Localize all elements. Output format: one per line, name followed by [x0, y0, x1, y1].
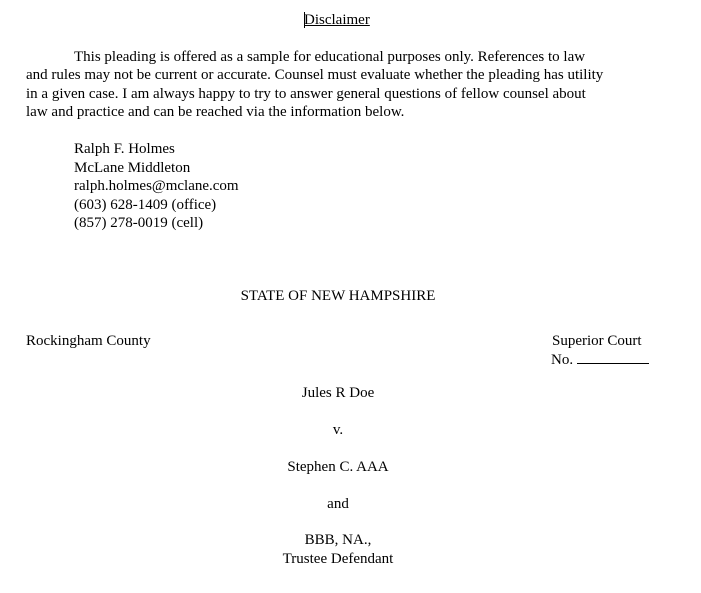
defendant-name: Stephen C. AAA: [287, 459, 389, 475]
docket-label: No.: [551, 352, 574, 368]
docket-number: [551, 350, 649, 369]
conjunction-label: and: [327, 496, 349, 512]
court-label: Superior Court: [552, 333, 642, 349]
state-heading: STATE OF NEW HAMPSHIRE: [240, 288, 436, 304]
disclaimer-line: in a given case. I am always happy to try to answer general questions of fellow counsel about: [26, 85, 586, 102]
trustee-name: BBB, NA.,: [304, 532, 372, 548]
disclaimer-line: law and practice and can be reached via the information below.: [26, 103, 405, 120]
plaintiff-name: Jules R Doe: [301, 385, 375, 401]
contact-office-phone: (603) 628-1409 (office): [74, 196, 217, 213]
docket-blank-line: [577, 350, 649, 364]
disclaimer-heading: Disclaimer: [304, 12, 370, 28]
disclaimer-paragraph: [26, 48, 646, 121]
disclaimer-line: and rules may not be current or accurate. Counsel must evaluate whether the pleading has utility: [26, 67, 604, 84]
versus-label: v.: [332, 422, 344, 438]
contact-block: [74, 140, 239, 233]
contact-email: ralph.holmes@mclane.com: [74, 178, 239, 195]
contact-firm: McLane Middleton: [74, 159, 191, 176]
trustee-role: Trustee Defendant: [282, 551, 394, 567]
disclaimer-line: This pleading is offered as a sample for educational purposes only. References to law: [74, 49, 586, 65]
county-label: Rockingham County: [26, 333, 151, 349]
contact-name: Ralph F. Holmes: [74, 141, 175, 157]
contact-cell-phone: (857) 278-0019 (cell): [74, 215, 204, 232]
